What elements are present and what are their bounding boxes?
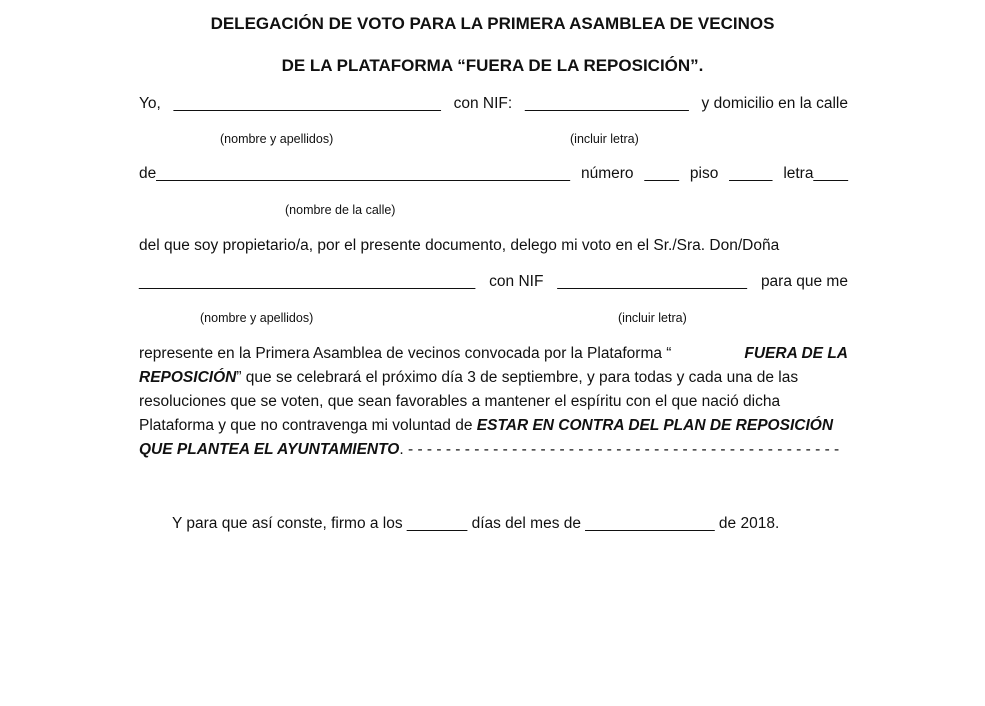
hint-incluir-letra: (incluir letra): [570, 132, 639, 146]
blank-floor-field[interactable]: _____: [729, 165, 773, 182]
row-street-number: [139, 165, 848, 183]
hint-nombre-apellidos-2: (nombre y apellidos): [200, 311, 314, 325]
paragraph-line-2: [139, 366, 848, 390]
blank-letter-field[interactable]: ____: [813, 165, 848, 182]
label-de: de________________________________________________: [139, 165, 571, 182]
blank-nif-field[interactable]: ___________________: [524, 95, 689, 112]
label-yo: Yo,: [139, 95, 161, 112]
paragraph-text: ” que se celebrará el próximo día 3 de septiembre, y para todas y cada una de las: [236, 369, 799, 386]
row-delegation-statement: del que soy propietario/a, por el presente documento, delego mi voto en el Sr./Sra. Don/Doña: [139, 237, 780, 254]
plan-statement-bold: ESTAR EN CONTRA DEL PLAN DE REPOSICIÓN: [476, 417, 834, 434]
hint-incluir-letra-2: (incluir letra): [618, 311, 687, 325]
row-name-nif-address: [139, 95, 848, 113]
paragraph-line-2-text: [139, 366, 798, 390]
delegation-paragraph: [139, 342, 848, 462]
paragraph-line-1: [139, 342, 848, 366]
label-numero: número: [580, 165, 634, 182]
label-domicilio: y domicilio en la calle: [701, 95, 848, 112]
paragraph-line-4: [139, 414, 848, 438]
blank-number-field[interactable]: ____: [644, 165, 679, 182]
paragraph-text: represente en la Primera Asamblea de vecinos convocada por la Plataforma “: [139, 345, 672, 362]
label-con-nif-2: con NIF: [489, 273, 544, 290]
label-letra: letra____: [783, 165, 848, 182]
platform-name-bold: FUERA DE LA: [744, 345, 848, 362]
paragraph-line-5: [139, 438, 848, 462]
dash-filler: . - - - - - - - - - - - - - - - - - - - - - - - - - - - - - - - - - - - - - - - - - - - - - -: [399, 441, 840, 458]
label-piso: piso: [689, 165, 719, 182]
blank-name-field[interactable]: _______________________________: [173, 95, 441, 112]
hint-nombre-calle: (nombre de la calle): [285, 203, 396, 217]
blank-street-field[interactable]: ________________________________________________: [156, 165, 571, 182]
paragraph-line-4-text: [139, 414, 833, 438]
document-title-line-2: DE LA PLATAFORMA “FUERA DE LA REPOSICIÓN”.: [281, 56, 704, 75]
blank-delegate-nif-field[interactable]: ______________________: [557, 273, 747, 290]
council-statement-bold: QUE PLANTEA EL AYUNTAMIENTO: [139, 441, 400, 458]
closing-signature-line: Y para que así conste, firmo a los _______ días del mes de _______________ de 2018.: [172, 515, 780, 532]
label-para-que-me: para que me: [760, 273, 848, 290]
document-title-line-1: DELEGACIÓN DE VOTO PARA LA PRIMERA ASAMBLEA DE VECINOS: [210, 14, 775, 33]
paragraph-text: resoluciones que se voten, que sean favorables a mantener el espíritu con el que nació dicha: [139, 393, 781, 410]
hint-nombre-apellidos: (nombre y apellidos): [220, 132, 334, 146]
paragraph-line-3: [139, 390, 848, 414]
label-con-nif: con NIF:: [453, 95, 513, 112]
blank-delegate-name-field[interactable]: _______________________________________: [139, 273, 476, 290]
platform-name-bold-2: REPOSICIÓN: [139, 369, 237, 386]
row-delegate-name-nif: [139, 273, 848, 291]
paragraph-text: Plataforma y que no contravenga mi voluntad de: [139, 417, 477, 434]
